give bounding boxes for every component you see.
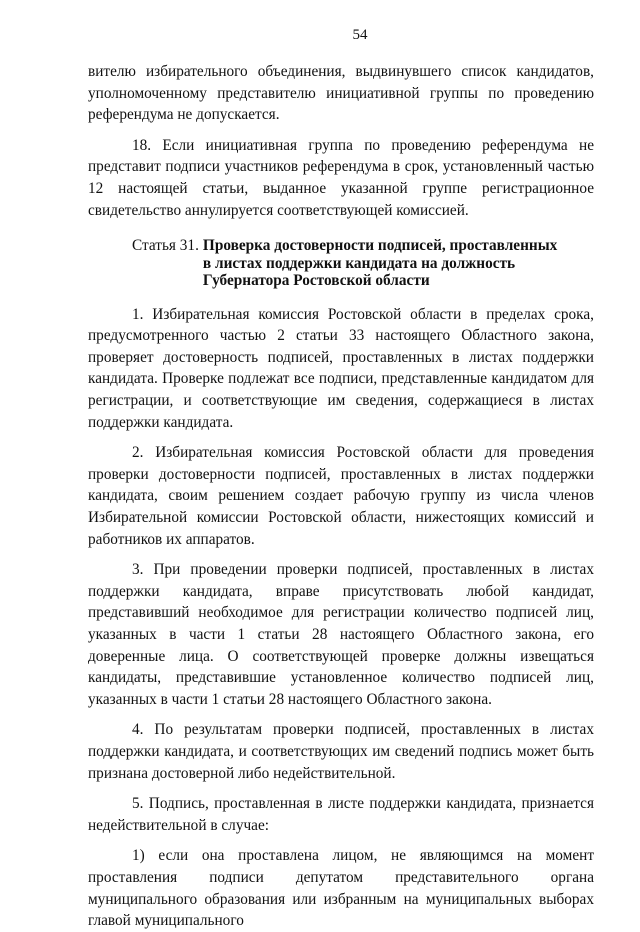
article-title xyxy=(203,237,557,290)
paragraph-5-item-1: 1) если она проставлена лицом, не являющимся на момент проставления подписи депутатом представительного органа муниципального образования или избранным на муниципальных выборах главой муниципального xyxy=(88,847,594,930)
paragraph-1: 1. Избирательная комиссия Ростовской области в пределах срока, предусмотренного частью 2 статьи 33 настоящего Областного закона, проверяет достоверность подписей, проставленных в листах поддержки кандидата. Проверке подлежат все подписи, представленные кандидатом для регистрации, и соответствующие им сведения, содержащиеся в листах поддержки кандидата. xyxy=(88,305,594,431)
paragraph-3: 3. При проведении проверки подписей, проставленных в листах поддержки кандидата, вправе присутствовать любой кандидат, представивший необходимое для регистрации количество подписей лиц, указанных в части 1 статьи 28 настоящего Областного закона, его доверенные лица. О соответствующей проверке должны извещаться кандидаты, представившие установленное количество подписей лиц, указанных в части 1 статьи 28 настоящего Областного закона. xyxy=(88,561,594,708)
article-heading xyxy=(132,237,594,290)
page-number: 54 xyxy=(352,27,368,43)
paragraph-5: 5. Подпись, проставленная в листе поддержки кандидата, признается недействительной в случае: xyxy=(88,795,594,834)
paragraph-4: 4. По результатам проверки подписей, проставленных в листах поддержки кандидата, и соответствующих им сведений подпись может быть признана достоверной либо недействительной. xyxy=(88,721,594,782)
paragraph-continuation: вителю избирательного объединения, выдвинувшего список кандидатов, уполномоченному представителю инициативной группы по проведению референдума не допускается. xyxy=(88,63,594,124)
article-title-line: Проверка достоверности подписей, проставленных xyxy=(202,237,558,255)
article-number: Статья 31. xyxy=(132,237,199,255)
paragraph-2: 2. Избирательная комиссия Ростовской области для проведения проверки достоверности подписей, проставленных в листах поддержки кандидата, своим решением создает рабочую группу из числа членов Избирательной комиссии Ростовской области, нижестоящих комиссий и работников их аппаратов. xyxy=(88,444,594,548)
article-title-line: в листах поддержки кандидата на должность xyxy=(202,254,516,272)
paragraph-18: 18. Если инициативная группа по проведению референдума не представит подписи участников референдума в срок, установленный частью 12 настоящей статьи, выданное указанной группе регистрационное свидетельство аннулируется соответствующей комиссией. xyxy=(88,136,594,219)
article-title-line: Губернатора Ростовской области xyxy=(202,272,430,290)
